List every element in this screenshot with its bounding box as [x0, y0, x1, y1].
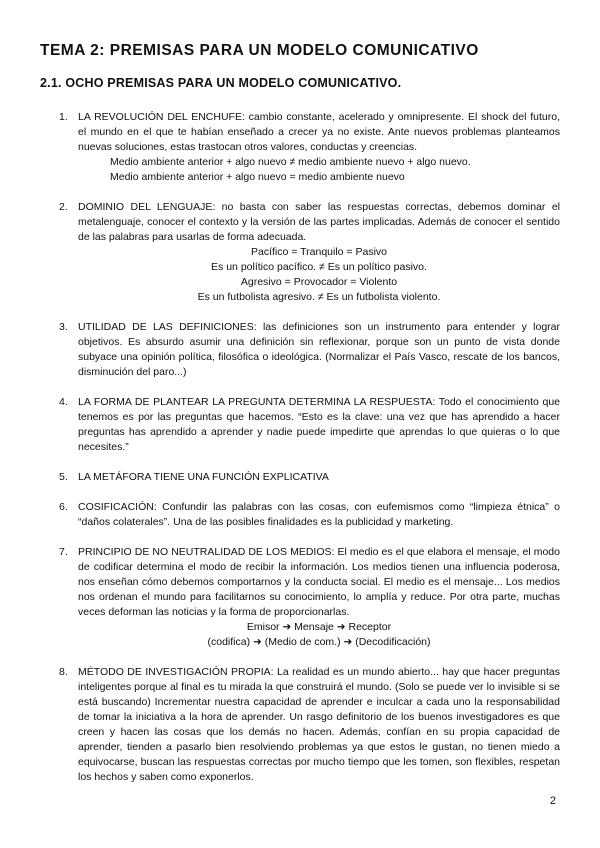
item-text: UTILIDAD DE LAS DEFINICIONES: las definiciones son un instrumento para entender y lograr objetivos. Es absurdo asumir una definición sin reflexionar, porque son un punto de vista donde subyace una opinión política, filosófica o ideológica. (Normalizar el País Vasco, rescate de los bancos, disminución del paro...) — [78, 321, 560, 378]
section-heading: 2.1. OCHO PREMISAS PARA UN MODELO COMUNICATIVO. — [40, 76, 402, 90]
page-number: 2 — [549, 795, 556, 807]
item-text: MÉTODO DE INVESTIGACIÓN PROPIA: La realidad es un mundo abierto... hay que hacer preguntas inteligentes porque al final es tu mirada la que construirá el mundo. (Solo se puede ver lo invisible si se está buscando) Incrementar nuestra capacidad de aprender e inculcar a cada uno la responsabilidad de tomar la iniciativa a la hora de aprender. Un rasgo definitorio de los buenos investigadores es que creen y hacen las cosas que los demás no hacen. Además, confían en su propia capacidad de aprender, tienden a pasarlo bien resolviendo problemas ya que estos le gustan, no tienen miedo a equivocarse, buscan las respuestas correctas por mucho tiempo que les tomen, son flexibles, respetan los hechos y saben como exponerlos. — [78, 666, 560, 783]
diagram-line: (codifica) ➜ (Medio de com.) ➜ (Decodificación) — [207, 636, 431, 648]
item-text: COSIFICACIÓN: Confundir las palabras con las cosas, con eufemismos como “limpieza étnica” o “daños colaterales”. Una de las posibles finalidades es la publicidad y marketing. — [78, 501, 560, 528]
example-line: Agresivo = Provocador = Violento — [240, 276, 398, 288]
diagram-line: Emisor ➜ Mensaje ➜ Receptor — [246, 621, 392, 633]
item-number: 8. — [59, 666, 68, 678]
item-number: 4. — [59, 396, 68, 408]
example-line: Pacífico = Tranquilo = Pasivo — [251, 246, 387, 258]
list-item — [0, 320, 600, 380]
item-number: 2. — [59, 201, 68, 213]
formula-line: Medio ambiente anterior + algo nuevo = medio ambiente nuevo — [110, 171, 405, 183]
item-number: 7. — [59, 546, 68, 558]
example-line: Es un futbolista agresivo. ≠ Es un futbolista violento. — [197, 291, 441, 303]
item-number: 5. — [59, 471, 68, 483]
item-text: LA METÁFORA TIENE UNA FUNCIÓN EXPLICATIVA — [78, 471, 329, 483]
example-line: Es un político pacífico. ≠ Es un político pasivo. — [211, 261, 427, 273]
page-title: TEMA 2: PREMISAS PARA UN MODELO COMUNICATIVO — [40, 42, 479, 59]
item-text: LA REVOLUCIÓN DEL ENCHUFE: cambio constante, acelerado y omnipresente. El shock del futuro, el mundo en el que te habían enseñado a crecer ya no existe. Ante nuevos problemas planteamos nuevas soluciones, estas trastocan otros valores, conductas y creencias. — [78, 111, 560, 153]
list-item — [0, 470, 600, 485]
list-item — [0, 500, 600, 530]
formula-line: Medio ambiente anterior + algo nuevo ≠ medio ambiente nuevo + algo nuevo. — [110, 156, 471, 168]
item-number: 6. — [59, 501, 68, 513]
item-text: DOMINIO DEL LENGUAJE: no basta con saber las respuestas correctas, debemos dominar el metalenguaje, conocer el contexto y la versión de las partes implicadas. Además de conocer el sentido de las palabras para usarlas de forma adecuada. — [78, 201, 560, 243]
list-item — [0, 110, 600, 185]
list-item — [0, 395, 600, 455]
item-number: 3. — [59, 321, 68, 333]
list-item — [0, 200, 600, 305]
item-number: 1. — [59, 111, 68, 123]
list-item — [0, 545, 600, 650]
item-text: PRINCIPIO DE NO NEUTRALIDAD DE LOS MEDIOS: El medio es el que elabora el mensaje, el modo de codificar determina el modo de recibir la información. Los medios tienen una influencia poderosa, nos enseñan cómo debemos comportarnos y la conducta social. El medio es el mensaje... Los medios nos ordenan el mundo para facilitarnos su conocimiento, lo amplía y reduce. Por otra parte, muchas veces deforman las noticias y la forma de proporcionarlas. — [78, 546, 560, 618]
list-item — [0, 665, 600, 785]
premises-list — [0, 110, 600, 800]
item-text: LA FORMA DE PLANTEAR LA PREGUNTA DETERMINA LA RESPUESTA: Todo el conocimiento que tenemos es por las preguntas que hacemos. “Esto es la clave: una vez que has aprendido a hacer preguntas has aprendido a aprender y nadie puede impedirte que aprendas lo que quieras o lo que necesites.” — [78, 396, 560, 453]
